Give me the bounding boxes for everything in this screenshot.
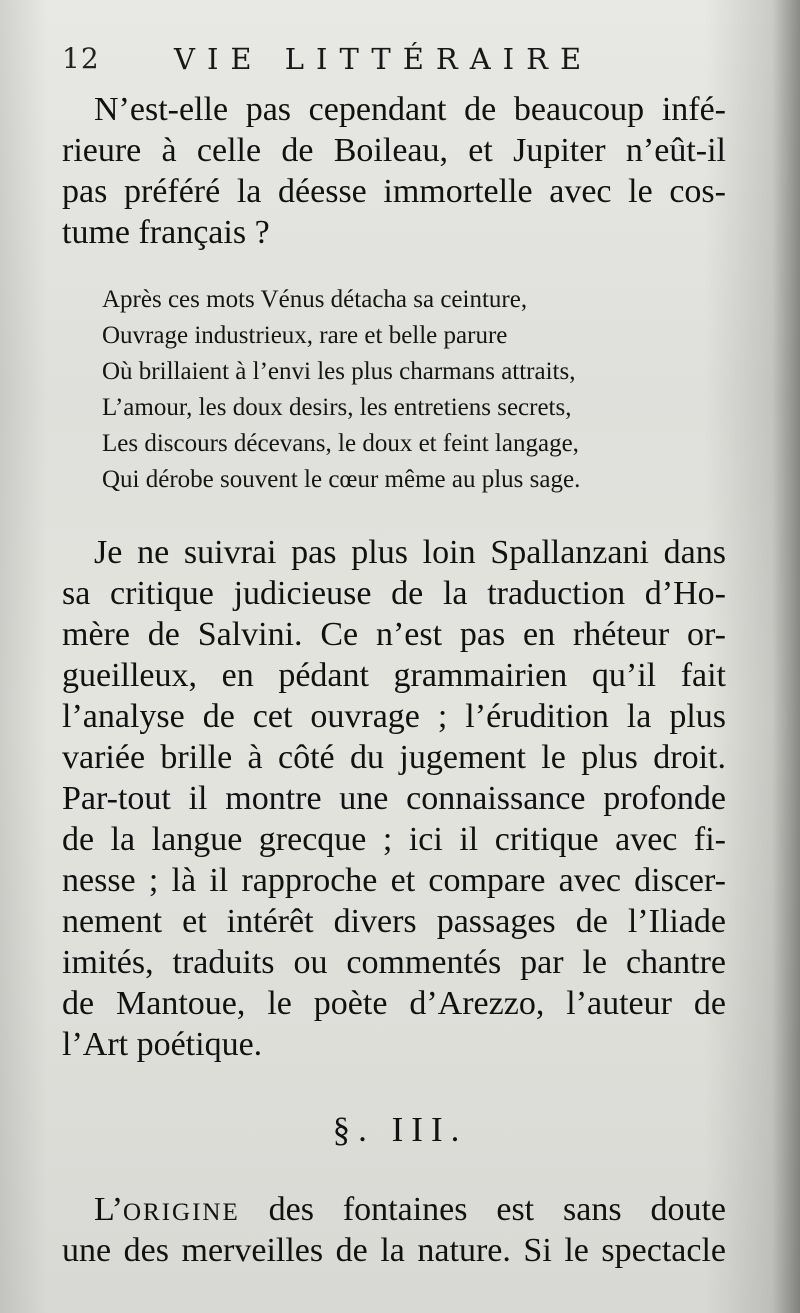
text-line: l’analyse de cet ouvrage ; l’érudition la plus [62, 698, 726, 735]
verse-line: Les discours décevans, le doux et feint langage, [102, 430, 579, 457]
text-line: nement et intérêt divers passages de l’Iliade [62, 903, 726, 940]
paragraph-2 [62, 532, 726, 1065]
text-line: une des merveilles de la nature. Si le spectacle [62, 1232, 726, 1269]
text-line: de la langue grecque ; ici il critique avec fi- [62, 821, 726, 858]
text-line: rieure à celle de Boileau, et Jupiter n’eût-il [62, 132, 726, 169]
paragraph-1 [62, 89, 726, 253]
verse-line: Où brillaient à l’envi les plus charmans attraits, [102, 358, 576, 385]
text-line [62, 1189, 726, 1230]
verse-quotation [102, 282, 682, 498]
running-title: VIE LITTÉRAIRE [174, 42, 594, 76]
text-line: sa critique judicieuse de la traduction d’Ho- [62, 575, 726, 612]
page-number: 12 [62, 42, 100, 75]
text-line: N’est-elle pas cependant de beaucoup infé- [94, 91, 726, 128]
section-heading: §. III. [332, 1110, 468, 1149]
paragraph-3 [62, 1189, 726, 1271]
text-line: nesse ; là il rapproche et compare avec discer- [62, 862, 726, 899]
verse-line: Ouvrage industrieux, rare et belle parure [102, 322, 508, 349]
opening-article: L’ [94, 1191, 123, 1228]
page-header [62, 42, 752, 76]
text-line: tume français ? [62, 214, 270, 251]
text-line: imités, traduits ou commentés par le chantre [62, 944, 726, 981]
text-line: de Mantoue, le poète d’Arezzo, l’auteur de [62, 985, 726, 1022]
text-line: gueilleux, en pédant grammairien qu’il fait [62, 657, 726, 694]
first-line-rest: des fontaines est sans doute [239, 1191, 726, 1228]
small-caps-word: ORIGINE [122, 1199, 240, 1226]
verse-line: Après ces mots Vénus détacha sa ceinture, [102, 286, 528, 313]
text-line: mère de Salvini. Ce n’est pas en rhéteur or- [62, 616, 726, 653]
text-line: Par-tout il montre une connaissance profonde [62, 780, 726, 817]
verse-line: Qui dérobe souvent le cœur même au plus sage. [102, 466, 581, 493]
text-line: Je ne suivrai pas plus loin Spallanzani dans [94, 534, 726, 571]
verse-line: L’amour, les doux desirs, les entretiens secrets, [102, 394, 572, 421]
text-line: pas préféré la déesse immortelle avec le cos- [62, 173, 726, 210]
text-line: variée brille à côté du jugement le plus droit. [62, 739, 726, 776]
text-line: l’Art poétique. [62, 1026, 263, 1063]
